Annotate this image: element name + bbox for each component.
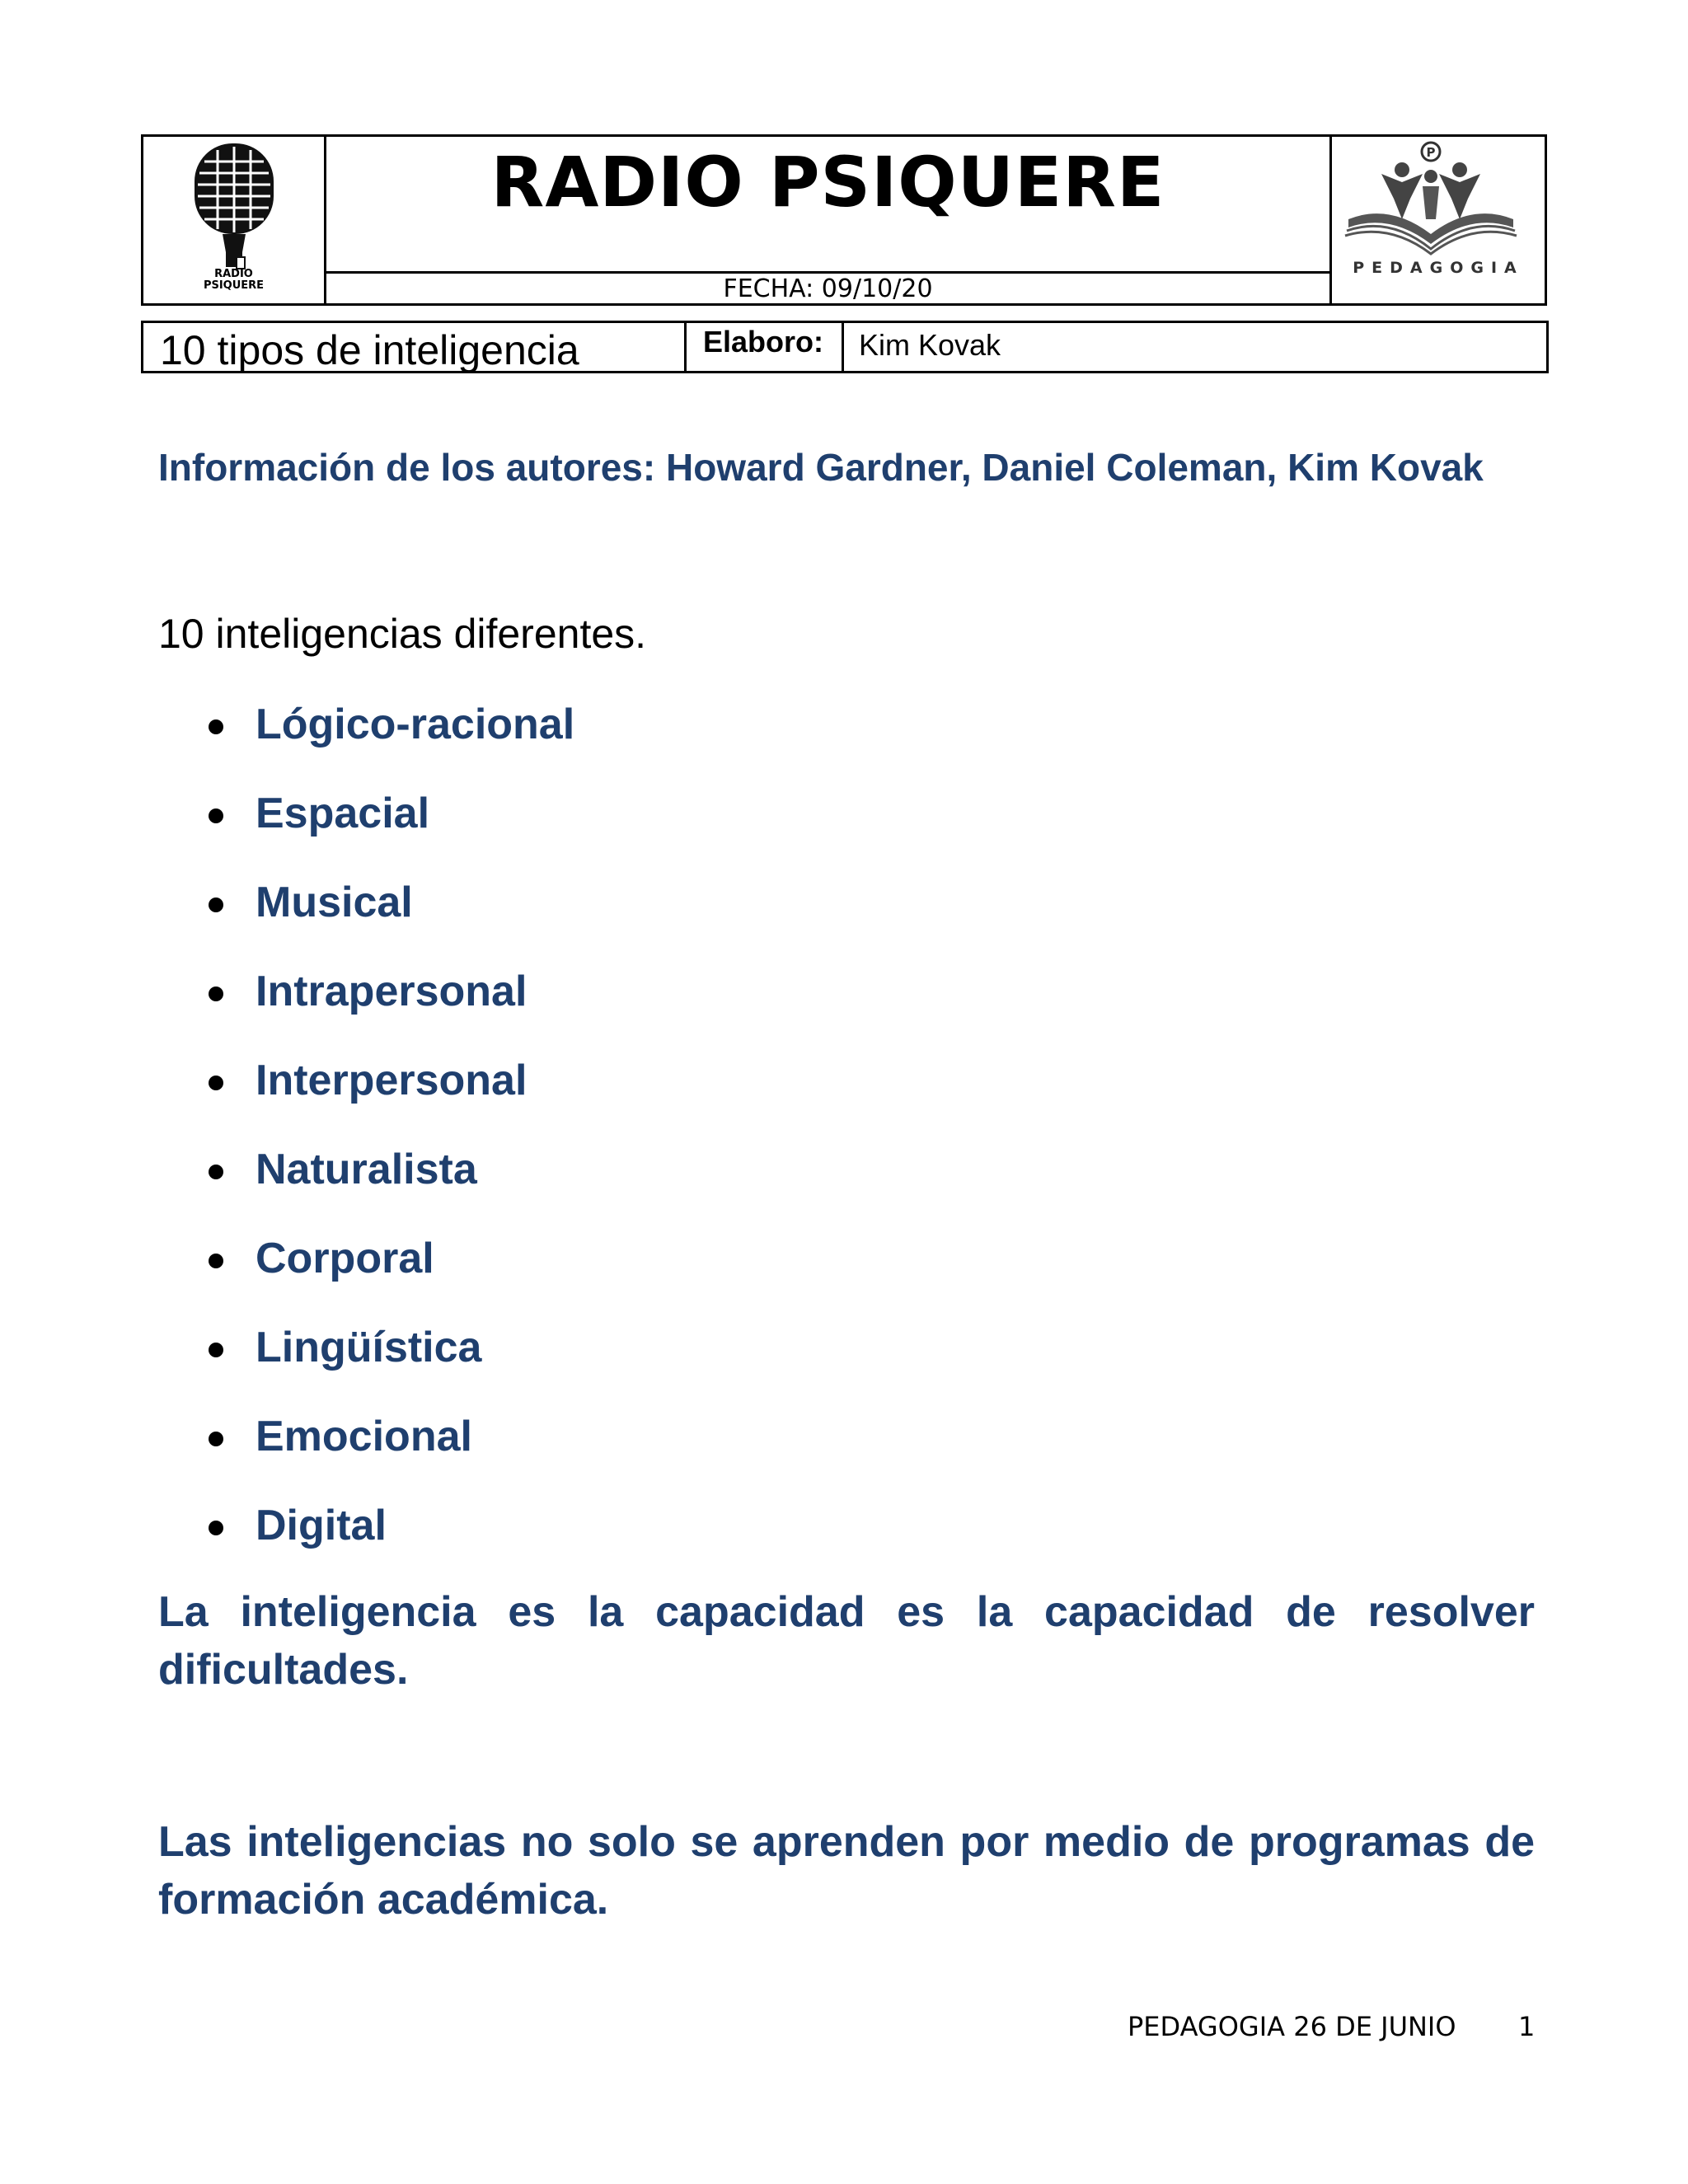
list-item-text: Interpersonal bbox=[256, 1057, 528, 1104]
list-item-text: Lógico-racional bbox=[256, 701, 575, 748]
pedagogia-caption: PEDAGOGIA bbox=[1353, 259, 1524, 277]
bullet-icon bbox=[209, 898, 223, 912]
open-book-people-icon bbox=[1332, 137, 1545, 260]
date-field: FECHA: 09/10/20 bbox=[326, 271, 1329, 303]
bullet-icon bbox=[209, 1521, 223, 1535]
definition-paragraph: La inteligencia es la capacidad es la capacidad de resolver dificultades. bbox=[158, 1588, 1535, 1694]
topic-text: 10 tipos de inteligencia bbox=[160, 327, 579, 373]
list-item-text: Musical bbox=[256, 879, 413, 926]
list-item-text: Lingüística bbox=[256, 1324, 482, 1371]
list-item-text: Intrapersonal bbox=[256, 968, 528, 1015]
bullet-icon bbox=[209, 1343, 223, 1357]
author-label: Elaboro: bbox=[703, 325, 824, 359]
bullet-icon bbox=[209, 808, 223, 823]
bullet-icon bbox=[209, 719, 223, 734]
bullet-icon bbox=[209, 1165, 223, 1179]
radio-caption-line2: PSIQUERE bbox=[203, 279, 265, 292]
page-number: 1 bbox=[1518, 2011, 1536, 2042]
list-item-text: Emocional bbox=[256, 1413, 472, 1460]
intro-line: 10 inteligencias diferentes. bbox=[158, 611, 647, 657]
info-row bbox=[141, 321, 1549, 373]
author-name: Kim Kovak bbox=[859, 328, 1001, 362]
list-item-text: Espacial bbox=[256, 790, 430, 837]
authors-line: Información de los autores: Howard Gardner, Daniel Coleman, Kim Kovak bbox=[158, 446, 1484, 489]
radio-logo-cell bbox=[143, 137, 326, 303]
bullet-icon bbox=[209, 1254, 223, 1268]
radio-caption-line1: RADIO bbox=[214, 268, 253, 280]
learning-paragraph: Las inteligencias no solo se aprenden por medio de programas de formación académica. bbox=[158, 1818, 1535, 1924]
footer-text: PEDAGOGIA 26 DE JUNIO bbox=[1128, 2011, 1456, 2042]
bullet-icon bbox=[209, 987, 223, 1001]
author-cell bbox=[844, 323, 1546, 371]
title-cell bbox=[326, 137, 1332, 303]
list-item-text: Naturalista bbox=[256, 1146, 477, 1193]
list-item-text: Corporal bbox=[256, 1235, 434, 1282]
topic-cell bbox=[143, 323, 687, 371]
bullet-icon bbox=[209, 1076, 223, 1090]
radio-logo-caption bbox=[143, 269, 324, 292]
svg-text:P: P bbox=[1426, 145, 1436, 160]
page-title: RADIO PSIQUERE bbox=[490, 142, 1165, 223]
author-label-cell bbox=[687, 323, 844, 371]
pedagogia-logo-cell bbox=[1332, 137, 1545, 303]
list-item-text: Digital bbox=[256, 1502, 387, 1549]
header-table bbox=[141, 134, 1547, 306]
bullet-icon bbox=[209, 1432, 223, 1446]
